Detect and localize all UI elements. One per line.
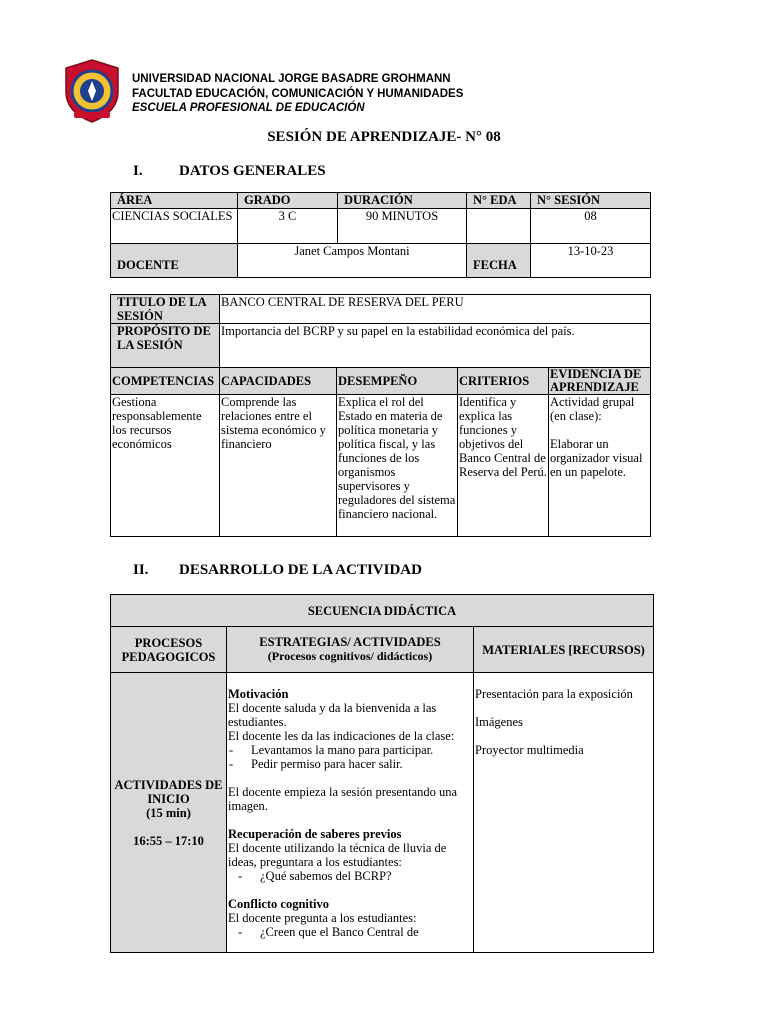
session-table xyxy=(110,294,651,537)
conflicto-list xyxy=(228,925,472,939)
inicio-label: ACTIVIDADES DE INICIO xyxy=(114,777,223,806)
university-name: UNIVERSIDAD NACIONAL JORGE BASADRE GROHMANN xyxy=(132,73,451,85)
saberes-text: El docente utilizando la técnica de lluvia de ideas, preguntara a los estudiantes: xyxy=(228,841,447,869)
proposito-label: PROPÓSITO DE LA SESIÓN xyxy=(111,324,220,368)
value-eda xyxy=(467,209,531,244)
header-desempeno: DESEMPEÑO xyxy=(337,368,458,395)
document-header xyxy=(60,58,660,128)
faculty-name: FACULTAD EDUCACIÓN, COMUNICACIÓN Y HUMANIDADES xyxy=(132,87,464,100)
header-grado: GRADO xyxy=(238,193,338,209)
titulo-label: TITULO DE LA SESIÓN xyxy=(111,295,220,324)
header-eda: N° EDA xyxy=(467,193,531,209)
inicio-duration: (15 min) xyxy=(146,805,191,820)
docente-label: DOCENTE xyxy=(111,244,238,278)
inicio-activities-cell xyxy=(227,673,474,953)
university-seal-icon xyxy=(60,58,124,124)
header-criterios: CRITERIOS xyxy=(458,368,549,395)
evidencia-text-1: Actividad grupal (en clase): xyxy=(550,395,635,423)
proposito-value: Importancia del BCRP y su papel en la estabilidad económica del país. xyxy=(220,324,651,368)
conflicto-title: Conflicto cognitivo xyxy=(228,897,330,911)
competencias-cell: Gestiona responsablemente los recursos económicos xyxy=(111,395,220,537)
saberes-list xyxy=(228,869,472,883)
value-duracion: 90 MINUTOS xyxy=(338,209,467,244)
document-title: SESIÓN DE APRENDIZAJE- N° 08 xyxy=(267,129,501,145)
col-procesos: PROCESOS PEDAGOGICOS xyxy=(111,627,227,673)
inicio-materials-cell xyxy=(474,673,654,953)
header-competencias: COMPETENCIAS xyxy=(111,368,220,395)
motivacion-list xyxy=(228,743,472,771)
fecha-value: 13-10-23 xyxy=(531,244,651,278)
list-item: - Pedir permiso para hacer salir. xyxy=(228,757,472,771)
list-item: - Levantamos la mano para participar. xyxy=(228,743,472,757)
col-materiales: MATERIALES [RECURSOS) xyxy=(474,627,654,673)
header-capacidades: CAPACIDADES xyxy=(220,368,337,395)
sequence-table xyxy=(110,594,654,953)
col-estrategias-line1: ESTRATEGIAS/ ACTIVIDADES xyxy=(259,635,441,649)
inicio-label-cell xyxy=(111,673,227,953)
header-duracion: DURACIÓN xyxy=(338,193,467,209)
list-item: - ¿Creen que el Banco Central de xyxy=(228,925,472,939)
section-heading-1 xyxy=(133,163,326,180)
conflicto-text: El docente pregunta a los estudiantes: xyxy=(228,911,417,925)
motivacion-text-2: El docente les da las indicaciones de la clase: xyxy=(228,729,455,743)
col-estrategias xyxy=(227,627,474,673)
docente-value: Janet Campos Montani xyxy=(238,244,467,278)
school-name: ESCUELA PROFESIONAL DE EDUCACIÓN xyxy=(132,102,365,114)
material-item: Presentación para la exposición xyxy=(475,687,633,701)
section-heading-2 xyxy=(133,562,422,579)
fecha-label: FECHA xyxy=(467,244,531,278)
evidencia-cell xyxy=(549,395,651,537)
motivacion-title: Motivación xyxy=(228,687,289,701)
value-area: CIENCIAS SOCIALES xyxy=(111,209,238,244)
general-data-table xyxy=(110,192,651,278)
header-evidencia: EVIDENCIA DE APRENDIZAJE xyxy=(549,368,651,395)
header-sesion: N° SESIÓN xyxy=(531,193,651,209)
col-estrategias-line2: (Procesos cognitivos/ didácticos) xyxy=(267,649,433,663)
saberes-title: Recuperación de saberes previos xyxy=(228,827,402,841)
value-sesion: 08 xyxy=(531,209,651,244)
capacidades-cell: Comprende las relaciones entre el sistema económico y financiero xyxy=(220,395,337,537)
list-item: - ¿Qué sabemos del BCRP? xyxy=(228,869,472,883)
section-title: DATOS GENERALES xyxy=(179,163,326,179)
section-number: I. xyxy=(133,163,143,179)
value-grado: 3 C xyxy=(238,209,338,244)
header-area: ÁREA xyxy=(111,193,238,209)
titulo-value: BANCO CENTRAL DE RESERVA DEL PERU xyxy=(220,295,651,324)
section-title: DESARROLLO DE LA ACTIVIDAD xyxy=(179,562,422,578)
motivacion-text-1: El docente saluda y da la bienvenida a las estudiantes. xyxy=(228,701,437,729)
sequence-title: SECUENCIA DIDÁCTICA xyxy=(111,595,654,627)
material-item: Imágenes xyxy=(475,715,523,729)
motivacion-text-3: El docente empieza la sesión presentando una imagen. xyxy=(228,785,458,813)
criterios-cell: Identifica y explica las funciones y objetivos del Banco Central de Reserva del Perú. xyxy=(458,395,549,537)
material-item: Proyector multimedia xyxy=(475,743,584,757)
evidencia-text-2: Elaborar un organizador visual en un papelote. xyxy=(550,437,643,479)
inicio-time: 16:55 – 17:10 xyxy=(133,833,204,848)
desempeno-cell: Explica el rol del Estado en materia de política monetaria y política fiscal, y las funciones de los organismos supervisores y reguladores del sistema financiero nacional. xyxy=(337,395,458,537)
section-number: II. xyxy=(133,562,149,578)
